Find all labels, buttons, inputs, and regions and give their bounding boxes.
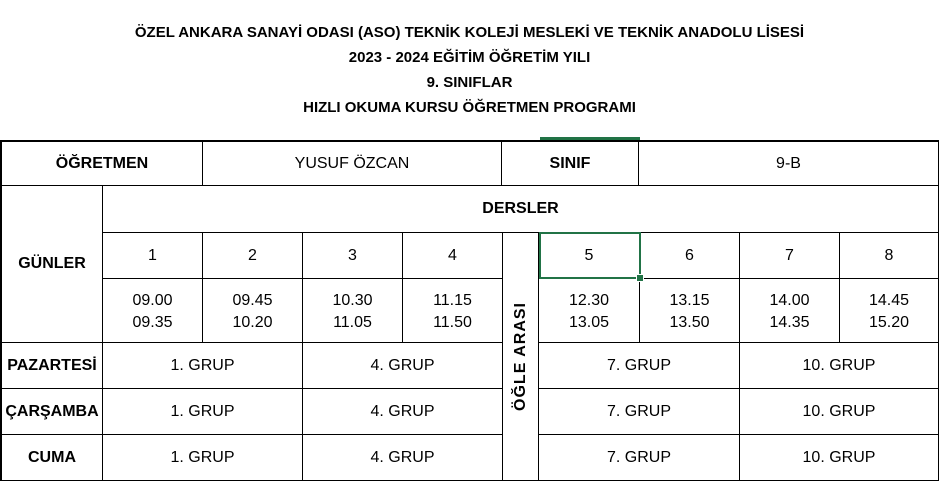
lesson-number-3[interactable]: 3 — [303, 233, 403, 279]
lesson-start-time: 09.00 — [132, 291, 173, 309]
lesson-end-time: 10.20 — [232, 313, 273, 331]
friday-slot-1[interactable]: 1. GRUP — [103, 435, 303, 481]
class-label[interactable]: SINIF — [502, 142, 639, 186]
lesson-start-time: 14.45 — [868, 291, 910, 309]
lesson-number-1[interactable]: 1 — [103, 233, 203, 279]
lesson-start-time: 13.15 — [669, 291, 710, 309]
lesson-start-time: 10.30 — [332, 291, 373, 309]
lesson-end-time: 13.05 — [568, 313, 610, 331]
lesson-time-2[interactable] — [203, 279, 303, 343]
lesson-end-time: 09.35 — [132, 313, 173, 331]
day-wednesday[interactable]: ÇARŞAMBA — [2, 389, 103, 435]
lesson-time-5[interactable] — [539, 279, 640, 343]
lesson-start-time: 11.15 — [433, 291, 472, 309]
wednesday-slot-3[interactable]: 7. GRUP — [539, 389, 740, 435]
monday-slot-1[interactable]: 1. GRUP — [103, 343, 303, 389]
lesson-end-time: 13.50 — [669, 313, 710, 331]
monday-slot-3[interactable]: 7. GRUP — [539, 343, 740, 389]
lunch-break-cell[interactable] — [503, 233, 539, 481]
lunch-break-label: ÖĞLE ARASI — [511, 302, 529, 411]
lesson-end-time: 11.50 — [433, 313, 472, 331]
lesson-end-time: 15.20 — [868, 313, 910, 331]
days-header[interactable]: GÜNLER — [2, 186, 103, 343]
lesson-start-time: 12.30 — [568, 291, 610, 309]
lesson-number-8[interactable]: 8 — [840, 233, 939, 279]
grade-level: 9. SINIFLAR — [426, 74, 513, 91]
lesson-time-1[interactable] — [103, 279, 203, 343]
school-name: ÖZEL ANKARA SANAYİ ODASI (ASO) TEKNİK KOLEJİ MESLEKİ VE TEKNİK ANADOLU LİSESİ — [134, 24, 805, 41]
fill-handle[interactable] — [636, 274, 644, 282]
lesson-time-4[interactable] — [403, 279, 503, 343]
lesson-end-time: 14.35 — [769, 313, 810, 331]
class-value[interactable]: 9-B — [639, 142, 939, 186]
wednesday-slot-2[interactable]: 4. GRUP — [303, 389, 503, 435]
academic-year: 2023 - 2024 EĞİTİM ÖĞRETİM YILI — [348, 49, 591, 66]
lesson-time-8[interactable] — [840, 279, 939, 343]
lesson-number-4[interactable]: 4 — [403, 233, 503, 279]
wednesday-slot-1[interactable]: 1. GRUP — [103, 389, 303, 435]
program-title: HIZLI OKUMA KURSU ÖĞRETMEN PROGRAMI — [303, 99, 636, 116]
lesson-end-time: 11.05 — [333, 313, 372, 331]
lesson-time-3[interactable] — [303, 279, 403, 343]
teacher-value[interactable]: YUSUF ÖZCAN — [203, 142, 502, 186]
friday-slot-3[interactable]: 7. GRUP — [539, 435, 740, 481]
day-monday[interactable]: PAZARTESİ — [2, 343, 103, 389]
cell-selection — [539, 232, 641, 279]
lesson-number-5[interactable]: 5 — [539, 233, 640, 279]
lesson-number-6[interactable]: 6 — [640, 233, 740, 279]
lesson-time-6[interactable] — [640, 279, 740, 343]
lesson-number-7[interactable]: 7 — [740, 233, 840, 279]
lesson-start-time: 09.45 — [232, 291, 273, 309]
wednesday-slot-4[interactable]: 10. GRUP — [740, 389, 939, 435]
teacher-label[interactable]: ÖĞRETMEN — [2, 142, 203, 186]
friday-slot-4[interactable]: 10. GRUP — [740, 435, 939, 481]
lesson-time-7[interactable] — [740, 279, 840, 343]
lessons-header[interactable]: DERSLER — [103, 186, 939, 233]
lesson-start-time: 14.00 — [769, 291, 810, 309]
lesson-number-2[interactable]: 2 — [203, 233, 303, 279]
day-friday[interactable]: CUMA — [2, 435, 103, 481]
friday-slot-2[interactable]: 4. GRUP — [303, 435, 503, 481]
monday-slot-2[interactable]: 4. GRUP — [303, 343, 503, 389]
monday-slot-4[interactable]: 10. GRUP — [740, 343, 939, 389]
